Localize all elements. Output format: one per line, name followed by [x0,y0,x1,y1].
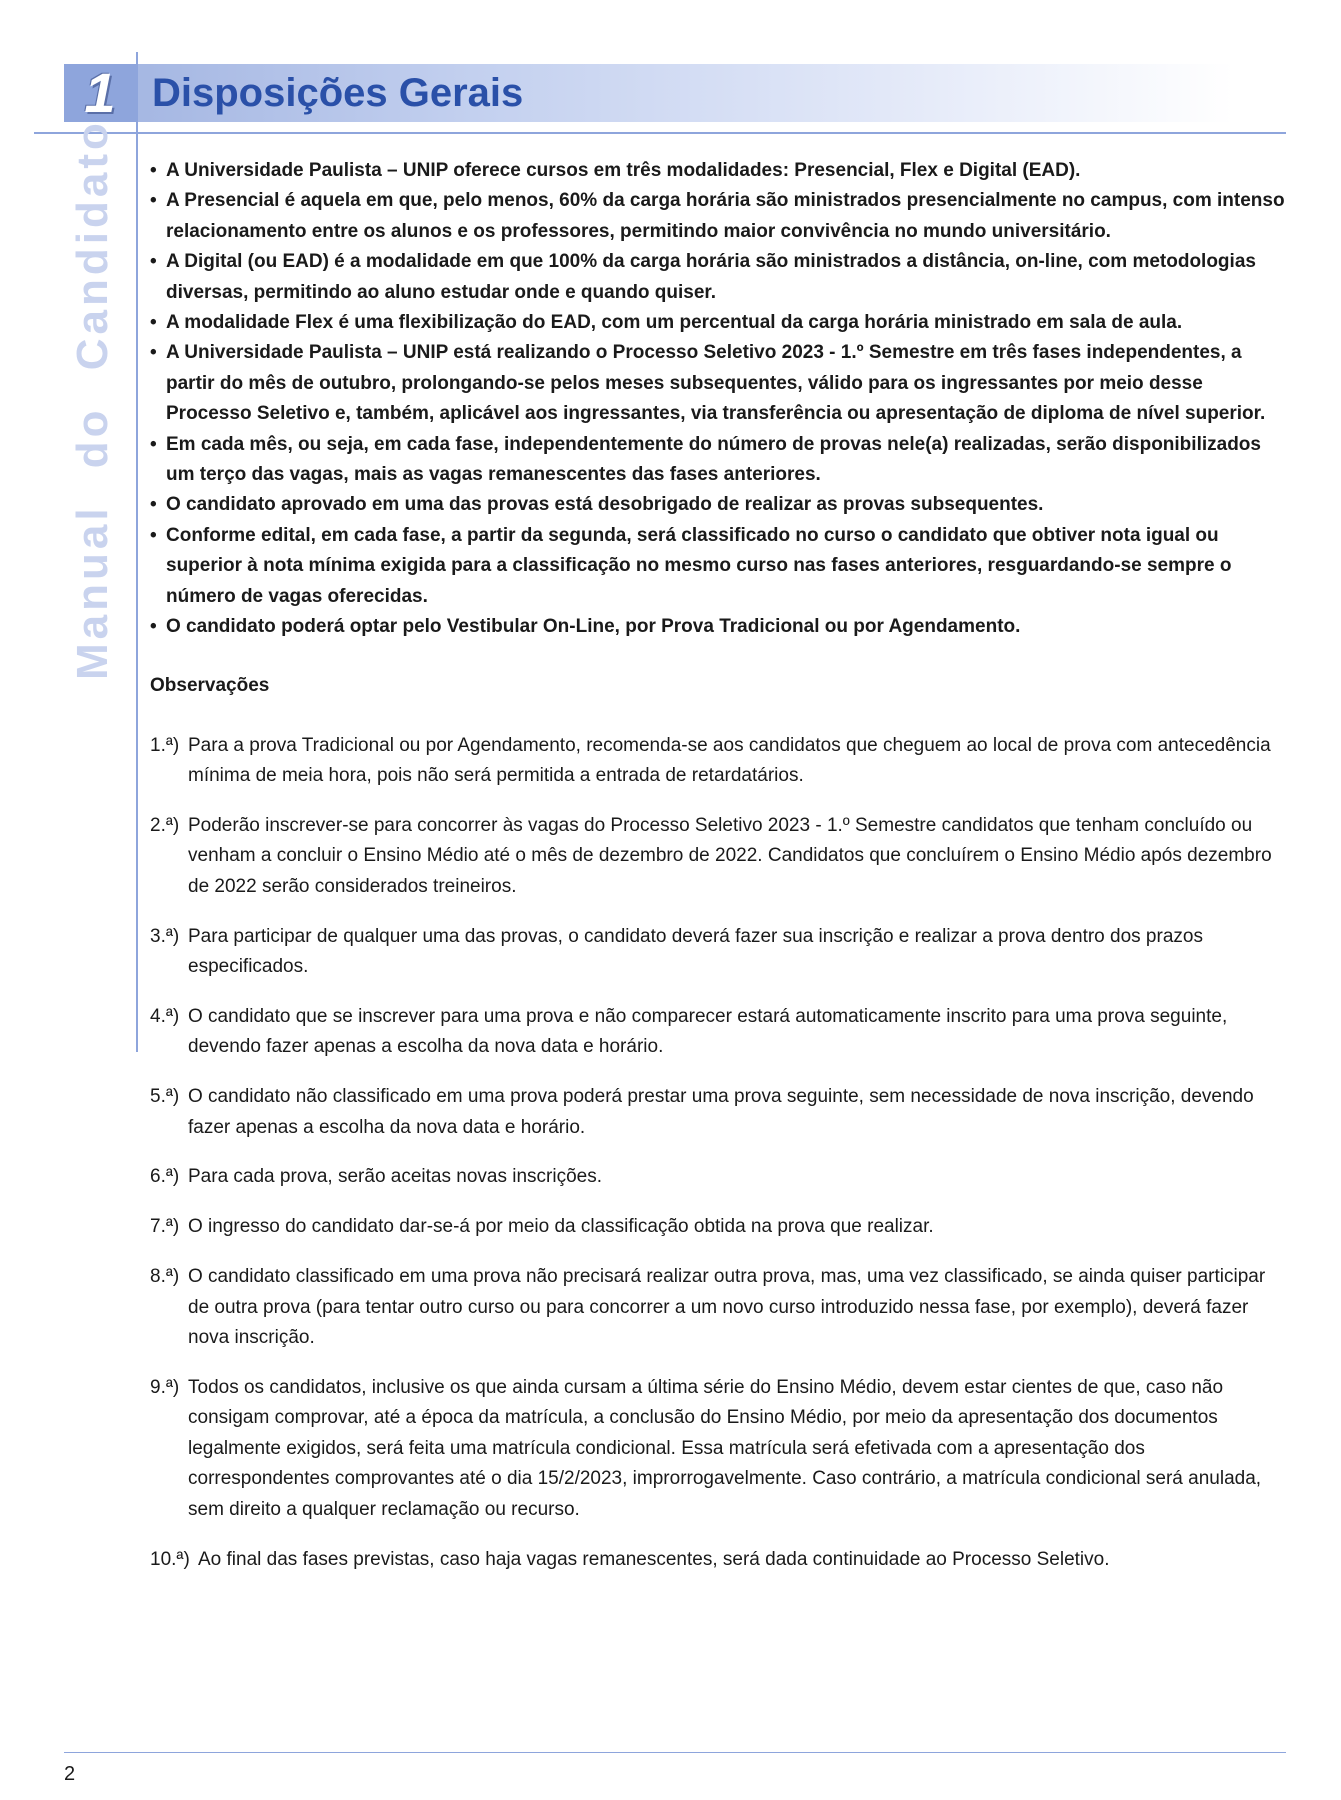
bullet-item: • Em cada mês, ou seja, em cada fase, independentemente do número de provas nele(a) realizadas, serão disponibilizados um terço das vagas, mais as vagas remanescentes das fases anteriores. [150,430,1290,491]
bullet-item: • A Universidade Paulista – UNIP está realizando o Processo Seletivo 2023 - 1.º Semestre em três fases independentes, a partir do mês de outubro, prolongando-se pelos meses subsequentes, válido para os ingressantes por meio desse Processo Seletivo e, também, aplicável aos ingressantes, via transferência ou apresentação de diploma de nível superior. [150,338,1290,429]
bullet-item: • Conforme edital, em cada fase, a partir da segunda, será classificado no curso o candidato que obtiver nota igual ou superior à nota mínima exigida para a classificação no mesmo curso nas fases anteriores, resguardando-se sempre o número de vagas oferecidas. [150,521,1290,612]
observation-number: 8.ª) [150,1266,180,1288]
observation-text: Para participar de qualquer uma das provas, o candidato deverá fazer sua inscrição e realizar a prova dentro dos prazos especificados. [188,925,1203,977]
observation-item [150,1162,1290,1192]
bullet-item: • A Digital (ou EAD) é a modalidade em que 100% da carga horária são ministrados a distância, on-line, com metodologias diversas, permitindo ao aluno estudar onde e quando quiser. [150,247,1290,308]
observations-title: Observações [150,674,270,696]
observation-number: 5.ª) [150,1086,180,1108]
observation-item [150,1545,1290,1575]
observation-text: Todos os candidatos, inclusive os que ainda cursam a última série do Ensino Médio, devem estar cientes de que, caso não consigam comprovar, até a época da matrícula, a conclusão do Ensino Médio, por meio da apresentação dos documentos legalmente exigidos, será feita uma matrícula condicional. Essa matrícula será efetivada com a apresentação dos correspondentes comprovantes até o dia 15/2/2023, improrrogavelmente. Caso contrário, a matrícula condicional será anulada, sem direito a qualquer reclamação ou recurso. [188,1377,1262,1520]
observation-item [150,731,1290,792]
observation-text: Ao final das fases previstas, caso haja vagas remanescentes, será dada continuidade ao Processo Seletivo. [198,1548,1110,1570]
footer-rule [64,1752,1286,1753]
observation-number: 7.ª) [150,1216,180,1238]
page-number: 2 [64,1763,76,1785]
observation-text: O candidato classificado em uma prova não precisará realizar outra prova, mas, uma vez classificado, se ainda quiser participar de outra prova (para tentar outro curso ou para concorrer a um novo curso introduzido nessa fase, por exemplo), deverá fazer nova inscrição. [188,1266,1266,1349]
side-title: Manual do Candidato [68,119,117,680]
bullet-item: • O candidato poderá optar pelo Vestibular On-Line, por Prova Tradicional ou por Agendamento. [150,612,1290,642]
observation-item [150,1262,1290,1353]
observation-number: 6.ª) [150,1166,180,1188]
observation-item [150,811,1290,902]
bullet-item: • O candidato aprovado em uma das provas está desobrigado de realizar as provas subsequentes. [150,490,1290,520]
observation-number: 10.ª) [150,1548,190,1570]
observation-text: Para cada prova, serão aceitas novas inscrições. [188,1166,602,1188]
chapter-number-box [64,61,136,124]
header-rule [34,132,1286,134]
observations-list [150,731,1290,1575]
observation-number: 1.ª) [150,734,180,756]
bullet-item: • A Presencial é aquela em que, pelo menos, 60% da carga horária são ministrados presencialmente no campus, com intenso relacionamento entre os alunos e os professores, permitindo maior convivência no mundo universitário. [150,186,1290,247]
chapter-number: 1 [84,61,116,124]
observation-text: O candidato não classificado em uma prova poderá prestar uma prova seguinte, sem necessidade de nova inscrição, devendo fazer apenas a escolha da nova data e horário. [188,1086,1254,1138]
bullet-item: • A Universidade Paulista – UNIP oferece cursos em três modalidades: Presencial, Flex e Digital (EAD). [150,156,1290,186]
bullet-list [150,156,1290,643]
observation-number: 9.ª) [150,1377,180,1398]
observation-text: O ingresso do candidato dar-se-á por meio da classificação obtida na prova que realizar. [188,1216,934,1238]
bullet-item: • A modalidade Flex é uma flexibilização do EAD, com um percentual da carga horária ministrado em sala de aula. [150,308,1290,338]
observation-text: O candidato que se inscrever para uma prova e não comparecer estará automaticamente inscrito para uma prova seguinte, devendo fazer apenas a escolha da nova data e horário. [188,1005,1228,1058]
observation-item [150,1002,1290,1063]
observation-text: Para a prova Tradicional ou por Agendamento, recomenda-se aos candidatos que cheguem ao local de prova com antecedência mínima de meia hora, pois não será permitida a entrada de retardatários. [188,734,1271,786]
vertical-rule [136,52,138,1052]
main-content [150,156,1290,1594]
observation-item [150,922,1290,983]
observation-item [150,1373,1290,1525]
observation-number: 4.ª) [150,1005,180,1027]
observation-number: 3.ª) [150,925,180,947]
page-title: Disposições Gerais [152,71,524,115]
observation-item [150,1212,1290,1242]
observation-number: 2.ª) [150,814,180,836]
observation-text: Poderão inscrever-se para concorrer às vagas do Processo Seletivo 2023 - 1.º Semestre candidatos que tenham concluído ou venham a concluir o Ensino Médio até o mês de dezembro de 2022. Candidatos que concluírem o Ensino Médio após dezembro de 2022 serão considerados treineiros. [188,814,1272,897]
observation-item [150,1082,1290,1143]
